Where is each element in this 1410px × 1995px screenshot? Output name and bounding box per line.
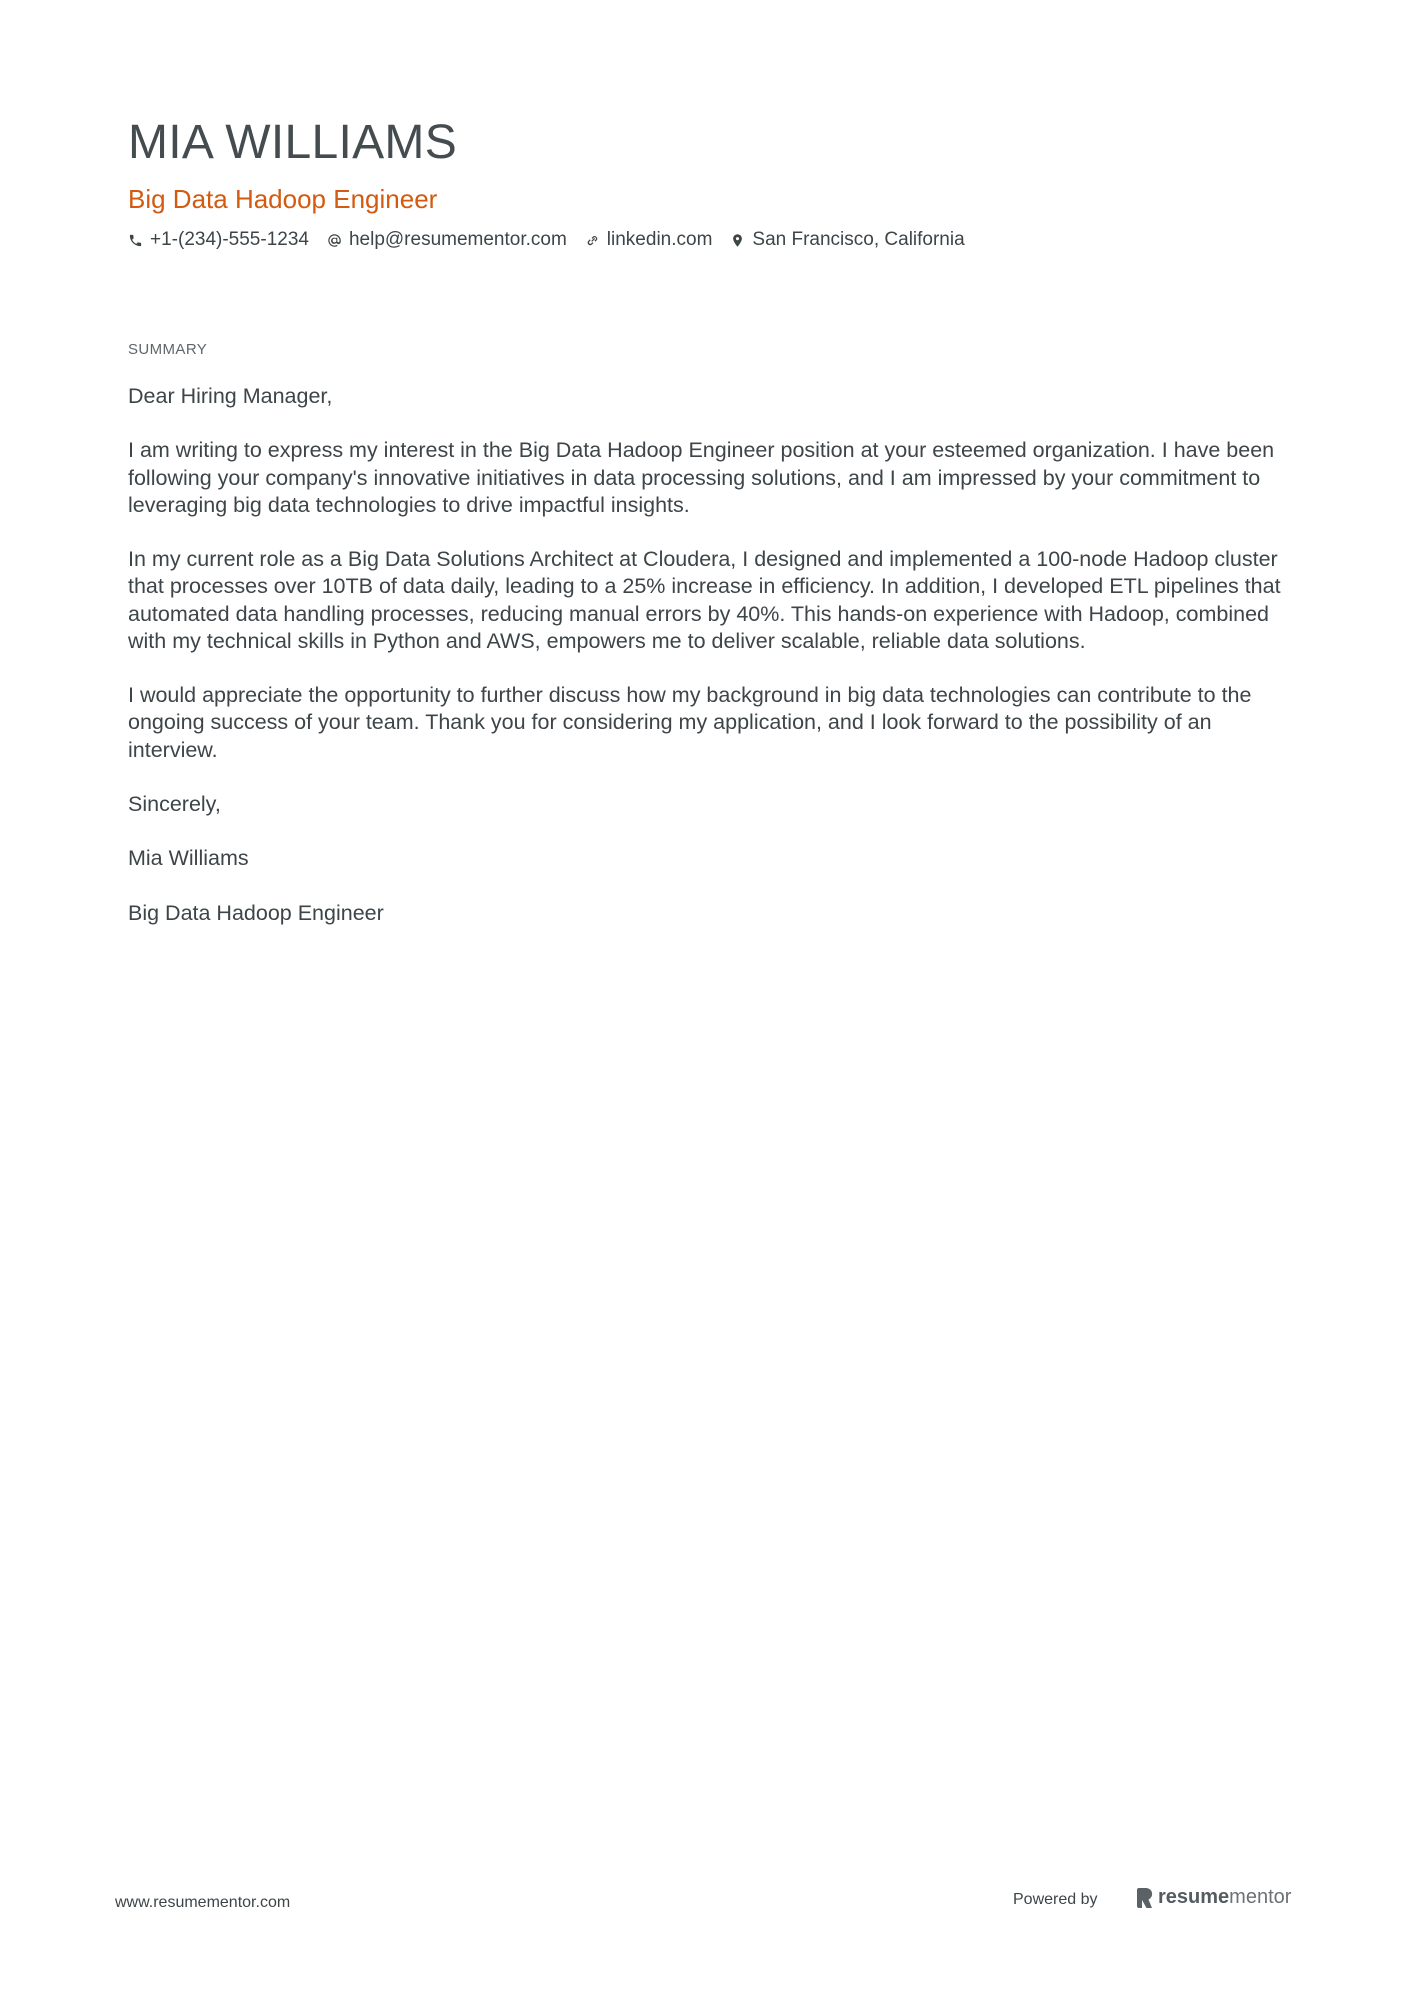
- contact-row: [128, 227, 965, 253]
- phone-icon: [128, 233, 143, 248]
- logo-text-resume: resume: [1158, 1886, 1230, 1908]
- closing: Sincerely,: [128, 791, 221, 816]
- footer-website-link[interactable]: www.resumementor.com: [115, 1894, 291, 1911]
- candidate-name: MIA WILLIAMS: [128, 116, 458, 169]
- paragraph: I am writing to express my interest in the Big Data Hadoop Engineer position at your esteemed organization. I have been following your company's innovative initiatives in data processing solutions, and I am impressed by your commitment to leveraging big data technologies to drive impactful insights.: [128, 438, 1275, 517]
- resumementor-logo[interactable]: [1137, 1886, 1291, 1909]
- linkedin-link[interactable]: linkedin.com: [606, 229, 713, 250]
- phone-text: +1-(234)-555-1234: [150, 229, 309, 250]
- location-text: San Francisco, California: [752, 229, 965, 250]
- resumementor-logo-icon: [1137, 1888, 1153, 1908]
- paragraph: I would appreciate the opportunity to further discuss how my background in big data technologies can contribute to the ongoing success of your team. Thank you for considering my application, and I look forward to the possibility of an interview.: [128, 683, 1252, 762]
- contact-location: [730, 227, 964, 253]
- contact-linkedin[interactable]: [585, 227, 713, 253]
- email-link[interactable]: help@resumementor.com: [348, 229, 567, 250]
- map-pin-icon: [730, 233, 745, 248]
- powered-by-label: Powered by: [1013, 1891, 1098, 1908]
- signature-name: Mia Williams: [128, 846, 249, 871]
- contact-email[interactable]: [327, 227, 567, 253]
- signature-title: Big Data Hadoop Engineer: [128, 900, 384, 925]
- at-icon: [327, 233, 342, 248]
- letter-body: [128, 383, 1288, 954]
- contact-phone: [128, 227, 309, 253]
- salutation: Dear Hiring Manager,: [128, 384, 333, 408]
- job-title: Big Data Hadoop Engineer: [128, 184, 438, 214]
- logo-text-mentor: mentor: [1229, 1886, 1292, 1908]
- paragraph: In my current role as a Big Data Solutions Architect at Cloudera, I designed and implemented a 100-node Hadoop cluster that processes over 10TB of data daily, leading to a 25% increase in efficiency. In addition, I developed ETL pipelines that automated data handling processes, reducing manual errors by 40%. This hands-on experience with Hadoop, combined with my technical skills in Python and AWS, empowers me to deliver scalable, reliable data solutions.: [128, 547, 1281, 653]
- link-icon: [585, 233, 600, 248]
- section-label-summary: SUMMARY: [128, 341, 208, 358]
